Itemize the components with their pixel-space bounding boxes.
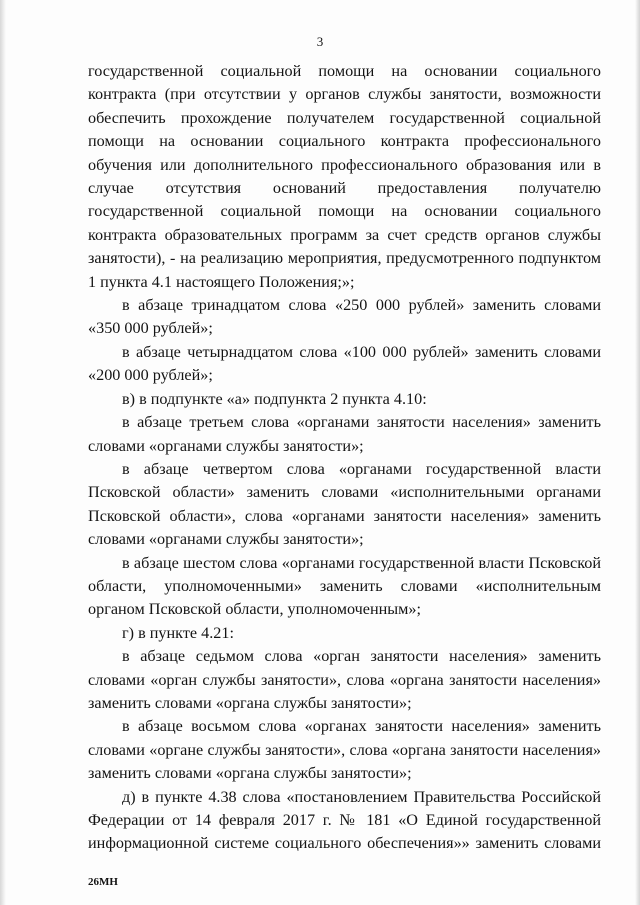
paragraph: в абзаце шестом слова «органами государственной власти Псковской области, уполномоченными» заменить словами «исполнительным органом Псковской области, уполномоченным»; bbox=[88, 553, 601, 619]
scan-edge-right bbox=[635, 0, 640, 905]
scan-edge-left bbox=[0, 0, 6, 905]
paragraph: г) в пункте 4.21: bbox=[122, 623, 234, 642]
paragraph: в абзаце седьмом слова «орган занятости населения» заменить словами «орган службы занятости», слова «органа занятости населения» заменить словами «органа службы занятости»; bbox=[88, 647, 601, 712]
paragraph-continuation: государственной социальной помощи на основании социального контракта (при отсутствии у органов службы занятости, возможности обеспечить прохождение получателем государственной социальной помощи на основании социального контракта профессионального обучения или дополнительного профессионального образования или в случае отсутствия оснований предоставления получателю государственной социальной помощи на основании социального контракта образовательных программ за счет средств органов службы занятости), - на реализацию мероприятия, предусмотренного подпунктом 1 пункта 4.1 настоящего Положения;»; bbox=[88, 62, 601, 291]
paragraph: д) в пункте 4.38 слова «постановлением Правительства Российской Федерации от 14 февраля 2017 г. № 181 «О Единой государственной информационной системе социального обеспечения»» заменить словами bbox=[88, 787, 601, 853]
page-number: 3 bbox=[316, 34, 324, 49]
paragraph: в абзаце четырнадцатом слова «100 000 рублей» заменить словами «200 000 рублей»; bbox=[88, 342, 601, 385]
paragraph: в абзаце тринадцатом слова «250 000 рублей» заменить словами «350 000 рублей»; bbox=[88, 296, 601, 338]
paragraph: в абзаце восьмом слова «органах занятости населения» заменить словами «органе службы занятости», слова «органа занятости населения» заменить словами «органа службы занятости»; bbox=[88, 717, 601, 783]
paragraph: в) в подпункте «а» подпункта 2 пункта 4.10: bbox=[122, 389, 427, 408]
document-code: 26МН bbox=[88, 876, 118, 888]
document-body bbox=[88, 60, 601, 856]
paragraph: в абзаце четвертом слова «органами государственной власти Псковской области» заменить словами «исполнительными органами Псковской области», слова «органами занятости населения» заменить словами «органами службы занятости»; bbox=[88, 459, 601, 549]
paragraph: в абзаце третьем слова «органами занятости населения» заменить словами «органами службы занятости»; bbox=[88, 413, 601, 455]
